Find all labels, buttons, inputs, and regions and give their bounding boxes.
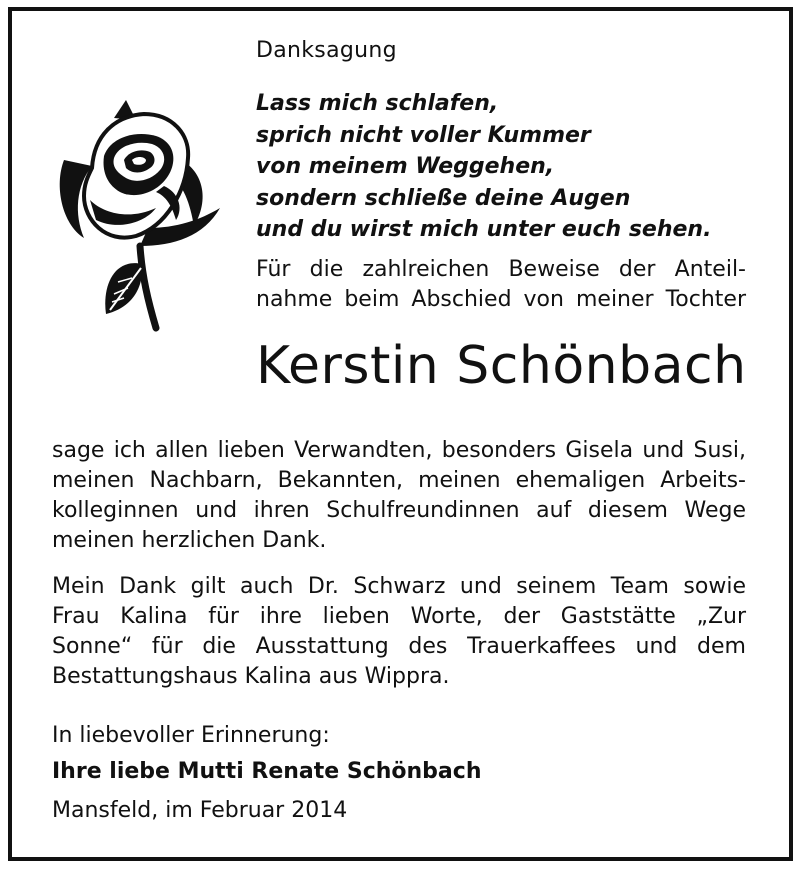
notice-heading: Danksagung xyxy=(256,38,397,63)
closing-text: In liebevoller Erinnerung: xyxy=(52,723,330,748)
thanks-paragraph-2 xyxy=(52,572,746,692)
intro-line: nahme beim Abschied von meiner Tochter xyxy=(256,287,746,312)
paragraph-line: Mein Dank gilt auch Dr. Schwarz und seinem Team sowie xyxy=(52,574,746,599)
poem-line: sondern schließe deine Augen xyxy=(256,185,631,211)
paragraph-line: meinen herzlichen Dank. xyxy=(52,528,327,553)
poem-line: von meinem Weggehen, xyxy=(256,154,555,179)
paragraph-line: sage ich allen lieben Verwandten, besonders Gisela und Susi, xyxy=(52,438,746,463)
thanks-paragraph-1 xyxy=(52,436,746,556)
intro-line: Für die zahlreichen Beweise der Anteil- xyxy=(256,257,746,282)
deceased-name: Kerstin Schönbach xyxy=(256,336,747,396)
paragraph-line: kolleginnen und ihren Schulfreundinnen auf diesem Wege xyxy=(52,498,746,523)
place-date: Mansfeld, im Februar 2014 xyxy=(52,798,348,823)
signer-name: Ihre liebe Mutti Renate Schönbach xyxy=(52,759,482,784)
poem xyxy=(256,88,711,246)
poem-line: sprich nicht voller Kummer xyxy=(256,122,591,148)
closing-block xyxy=(52,718,481,790)
paragraph-line: meinen Nachbarn, Bekannten, meinen ehemaligen Arbeits- xyxy=(52,468,746,493)
intro-text xyxy=(256,255,746,315)
paragraph-line: Frau Kalina für ihre lieben Worte, der Gaststätte „Zur xyxy=(52,604,746,629)
rose-icon xyxy=(44,96,234,332)
poem-line: Lass mich schlafen, xyxy=(256,91,499,116)
paragraph-line: Sonne“ für die Ausstattung des Trauerkaffees und dem xyxy=(52,634,746,659)
paragraph-line: Bestattungshaus Kalina aus Wippra. xyxy=(52,664,450,689)
poem-line: und du wirst mich unter euch sehen. xyxy=(256,217,712,242)
